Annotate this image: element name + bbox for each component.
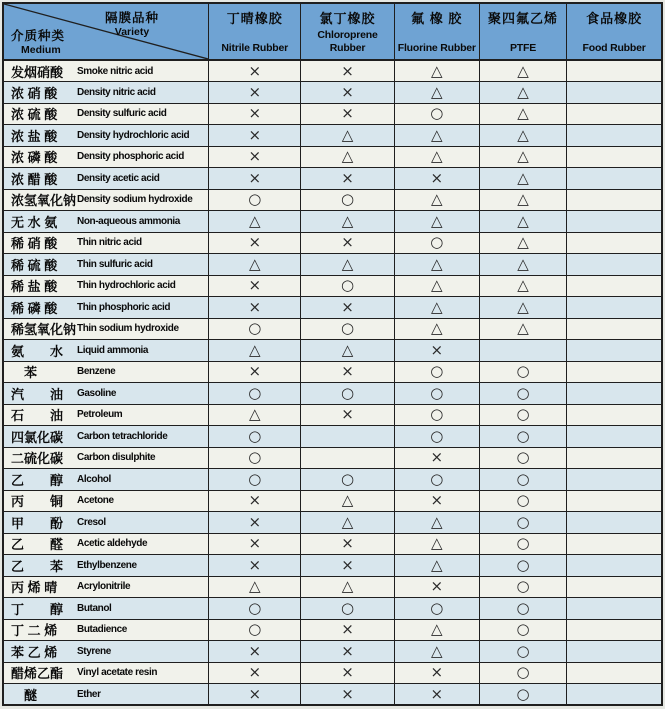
- rating-cell: △: [301, 512, 394, 534]
- rating-cell: △: [209, 254, 301, 276]
- rating-cell: ○: [209, 447, 301, 469]
- rating-cell: ○: [209, 469, 301, 491]
- medium-name-en: Non-aqueous ammonia: [77, 215, 180, 227]
- rating-cell: ×: [301, 619, 394, 641]
- rating-cell: ×: [209, 82, 301, 104]
- column-header-en: Nitrile Rubber: [221, 41, 289, 54]
- rating-cell: ○: [301, 598, 394, 620]
- rating-cell: ○: [479, 361, 566, 383]
- rating-cell: ○: [479, 576, 566, 598]
- column-header-en: PTFE: [510, 41, 537, 54]
- header-row: [3, 3, 662, 60]
- medium-name-en: Thin nitric acid: [77, 237, 142, 249]
- medium-label-cell: [3, 361, 209, 383]
- rating-cell: ×: [209, 555, 301, 577]
- medium-label-cell: [3, 383, 209, 405]
- medium-name-zh: 浓 硝 酸: [11, 85, 58, 101]
- rating-cell: △: [394, 297, 479, 319]
- rating-cell: ×: [301, 232, 394, 254]
- medium-name-en: Cresol: [77, 516, 106, 528]
- rating-cell: [567, 512, 662, 534]
- medium-label-cell: [3, 146, 209, 168]
- medium-name-zh: 丙 铜: [11, 494, 64, 510]
- rating-cell: [567, 254, 662, 276]
- rating-cell: ×: [209, 662, 301, 684]
- rating-cell: [479, 340, 566, 362]
- column-header-chloroprene: [301, 3, 394, 60]
- medium-name-zh: 乙 苯: [11, 558, 64, 574]
- medium-label-cell: [3, 512, 209, 534]
- table-row: [3, 168, 662, 190]
- rating-cell: ○: [301, 275, 394, 297]
- rating-cell: △: [301, 146, 394, 168]
- rating-cell: △: [479, 275, 566, 297]
- medium-name-en: Density hydrochloric acid: [77, 129, 190, 141]
- rating-cell: △: [479, 168, 566, 190]
- medium-name-en: Smoke nitric acid: [77, 65, 154, 77]
- rating-cell: ○: [209, 619, 301, 641]
- rating-cell: ×: [209, 275, 301, 297]
- rating-cell: ○: [479, 383, 566, 405]
- medium-name-zh: 浓 硫 酸: [11, 107, 58, 123]
- medium-name-en: Acetic aldehyde: [77, 538, 148, 550]
- rating-cell: ○: [209, 383, 301, 405]
- rating-cell: △: [479, 232, 566, 254]
- rating-cell: ×: [301, 684, 394, 706]
- rating-cell: △: [394, 254, 479, 276]
- rating-cell: △: [209, 576, 301, 598]
- rating-cell: ○: [479, 555, 566, 577]
- rating-cell: △: [301, 254, 394, 276]
- medium-name-zh: 乙 醇: [11, 472, 64, 488]
- medium-label-cell: [3, 598, 209, 620]
- rating-cell: ○: [479, 469, 566, 491]
- rating-cell: ×: [209, 641, 301, 663]
- rating-cell: ○: [479, 490, 566, 512]
- rating-cell: △: [301, 576, 394, 598]
- medium-label-cell: [3, 103, 209, 125]
- medium-name-en: Liquid ammonia: [77, 344, 149, 356]
- medium-name-en: Density sulfuric acid: [77, 108, 167, 120]
- rating-cell: [567, 60, 662, 82]
- rating-cell: ×: [209, 297, 301, 319]
- rubber-compatibility-table: [2, 2, 663, 706]
- rating-cell: [567, 426, 662, 448]
- medium-name-en: Ether: [77, 688, 101, 700]
- rating-cell: ○: [394, 103, 479, 125]
- column-header-food-rubber: [567, 3, 662, 60]
- rating-cell: ○: [394, 361, 479, 383]
- medium-name-zh: 醋烯乙酯: [11, 666, 64, 682]
- rating-cell: △: [394, 533, 479, 555]
- table-row: [3, 555, 662, 577]
- rating-cell: ○: [209, 426, 301, 448]
- rating-cell: ×: [301, 168, 394, 190]
- medium-name-en: Styrene: [77, 645, 111, 657]
- medium-name-zh: 苯: [11, 365, 38, 381]
- medium-name-en: Density sodium hydroxide: [77, 194, 193, 206]
- medium-label-cell: [3, 404, 209, 426]
- table-body: [3, 60, 662, 705]
- column-header-nitrile: [209, 3, 301, 60]
- rating-cell: ○: [479, 641, 566, 663]
- rating-cell: ×: [209, 533, 301, 555]
- rating-cell: ×: [301, 555, 394, 577]
- medium-name-zh: 稀 硝 酸: [11, 236, 58, 252]
- column-header-fluorine: [394, 3, 479, 60]
- rating-cell: △: [479, 297, 566, 319]
- rating-cell: △: [479, 146, 566, 168]
- rating-cell: ○: [394, 598, 479, 620]
- rating-cell: ×: [394, 490, 479, 512]
- medium-label-cell: [3, 340, 209, 362]
- medium-label-cell: [3, 533, 209, 555]
- rating-cell: ○: [301, 189, 394, 211]
- corner-header-cell: [3, 3, 209, 60]
- table-row: [3, 576, 662, 598]
- table-row: [3, 297, 662, 319]
- medium-name-zh: 发烟硝酸: [11, 64, 64, 80]
- medium-name-zh: 乙 醛: [11, 537, 64, 553]
- medium-name-en: Butanol: [77, 602, 112, 614]
- rating-cell: △: [394, 641, 479, 663]
- medium-name-zh: 稀 硫 酸: [11, 257, 58, 273]
- medium-name-en: Benzene: [77, 366, 116, 378]
- medium-name-zh: 稀氢氧化钠: [11, 322, 77, 338]
- rating-cell: ×: [301, 404, 394, 426]
- rating-cell: ○: [479, 404, 566, 426]
- rating-cell: [567, 189, 662, 211]
- rating-cell: ×: [394, 662, 479, 684]
- table-row: [3, 211, 662, 233]
- table-row: [3, 103, 662, 125]
- table-row: [3, 641, 662, 663]
- medium-label-cell: [3, 641, 209, 663]
- table-row: [3, 512, 662, 534]
- column-header-ptfe: [479, 3, 566, 60]
- medium-label-cell: [3, 576, 209, 598]
- rating-cell: △: [394, 189, 479, 211]
- rating-cell: [567, 168, 662, 190]
- rating-cell: △: [394, 211, 479, 233]
- rating-cell: △: [394, 82, 479, 104]
- rating-cell: ○: [479, 598, 566, 620]
- medium-name-zh: 丙 烯 晴: [11, 580, 58, 596]
- medium-name-zh: 四氯化碳: [11, 429, 64, 445]
- rating-cell: [567, 641, 662, 663]
- rating-cell: ×: [209, 684, 301, 706]
- medium-label-cell: [3, 318, 209, 340]
- rating-cell: ×: [209, 146, 301, 168]
- medium-zh: 介质种类: [11, 29, 66, 43]
- rating-cell: [567, 103, 662, 125]
- rating-cell: ×: [301, 533, 394, 555]
- medium-name-en: Acrylonitrile: [77, 581, 131, 593]
- column-header-zh: 食品橡胶: [586, 11, 643, 26]
- variety-en: Variety: [114, 26, 150, 38]
- column-header-zh: 丁晴橡胶: [226, 11, 283, 26]
- column-header-zh: 氟 橡 胶: [411, 11, 463, 26]
- table-row: [3, 490, 662, 512]
- rating-cell: [567, 275, 662, 297]
- medium-label-cell: [3, 189, 209, 211]
- medium-name-en: Density acetic acid: [77, 172, 160, 184]
- rating-cell: ×: [301, 82, 394, 104]
- medium-label-cell: [3, 297, 209, 319]
- rating-cell: △: [479, 82, 566, 104]
- rating-cell: [567, 361, 662, 383]
- table-row: [3, 189, 662, 211]
- rating-cell: ○: [209, 318, 301, 340]
- rating-cell: [567, 297, 662, 319]
- rating-cell: [567, 146, 662, 168]
- rating-cell: ○: [209, 189, 301, 211]
- rating-cell: ×: [301, 297, 394, 319]
- rating-cell: ×: [209, 232, 301, 254]
- rating-cell: △: [209, 340, 301, 362]
- rating-cell: △: [479, 254, 566, 276]
- rating-cell: ×: [209, 168, 301, 190]
- medium-name-zh: 醚: [11, 687, 38, 703]
- medium-name-zh: 稀 盐 酸: [11, 279, 58, 295]
- rating-cell: [567, 404, 662, 426]
- table-row: [3, 533, 662, 555]
- medium-label-cell: [3, 211, 209, 233]
- table-row: [3, 146, 662, 168]
- medium-en: Medium: [21, 44, 61, 56]
- rating-cell: ○: [479, 447, 566, 469]
- rating-cell: ○: [209, 598, 301, 620]
- medium-name-en: Petroleum: [77, 409, 123, 421]
- medium-name-en: Gasoline: [77, 387, 117, 399]
- rating-cell: [567, 533, 662, 555]
- medium-label-cell: [3, 619, 209, 641]
- rating-cell: ○: [394, 404, 479, 426]
- column-header-en: Food Rubber: [582, 41, 646, 54]
- medium-name-en: Density phosphoric acid: [77, 151, 184, 163]
- rating-cell: ×: [209, 512, 301, 534]
- corner-variety-label: [62, 8, 202, 38]
- rating-cell: [567, 340, 662, 362]
- rating-cell: △: [479, 60, 566, 82]
- rating-cell: ○: [479, 533, 566, 555]
- rating-cell: △: [479, 211, 566, 233]
- rating-cell: ○: [479, 426, 566, 448]
- medium-label-cell: [3, 426, 209, 448]
- rating-cell: ×: [394, 168, 479, 190]
- medium-name-en: Ethylbenzene: [77, 559, 137, 571]
- rating-cell: △: [301, 125, 394, 147]
- table-row: [3, 619, 662, 641]
- medium-name-en: Thin sodium hydroxide: [77, 323, 179, 335]
- rating-cell: ×: [301, 641, 394, 663]
- rating-cell: ×: [209, 103, 301, 125]
- rating-cell: ×: [394, 576, 479, 598]
- medium-label-cell: [3, 555, 209, 577]
- medium-label-cell: [3, 662, 209, 684]
- table-row: [3, 254, 662, 276]
- table-row: [3, 426, 662, 448]
- medium-name-zh: 浓 盐 酸: [11, 128, 58, 144]
- column-header-zh: 氯丁橡胶: [319, 11, 376, 26]
- table-row: [3, 361, 662, 383]
- rating-cell: △: [394, 275, 479, 297]
- medium-label-cell: [3, 275, 209, 297]
- rating-cell: ○: [394, 469, 479, 491]
- rating-cell: ×: [301, 60, 394, 82]
- rating-cell: △: [479, 189, 566, 211]
- table-row: [3, 383, 662, 405]
- medium-label-cell: [3, 684, 209, 706]
- table-row: [3, 404, 662, 426]
- rating-cell: ×: [209, 125, 301, 147]
- medium-name-en: Acetone: [77, 495, 114, 507]
- medium-name-zh: 汽 油: [11, 386, 64, 402]
- rating-cell: ×: [301, 103, 394, 125]
- corner-medium-label: [11, 26, 65, 56]
- table-row: [3, 318, 662, 340]
- medium-name-zh: 石 油: [11, 408, 64, 424]
- rating-cell: ×: [394, 447, 479, 469]
- rating-cell: △: [301, 211, 394, 233]
- rating-cell: △: [479, 103, 566, 125]
- medium-name-zh: 苯 乙 烯: [11, 644, 58, 660]
- medium-name-zh: 丁 二 烯: [11, 623, 58, 639]
- rating-cell: △: [394, 619, 479, 641]
- rating-cell: ×: [209, 490, 301, 512]
- table-row: [3, 125, 662, 147]
- rating-cell: ×: [301, 361, 394, 383]
- column-header-en: Fluorine Rubber: [397, 41, 476, 54]
- rating-cell: [567, 684, 662, 706]
- medium-name-en: Vinyl acetate resin: [77, 667, 158, 679]
- table-row: [3, 447, 662, 469]
- rating-cell: [567, 662, 662, 684]
- rating-cell: △: [479, 318, 566, 340]
- table-row: [3, 60, 662, 82]
- rating-cell: [567, 125, 662, 147]
- rating-cell: △: [394, 555, 479, 577]
- rating-cell: △: [394, 60, 479, 82]
- rating-cell: [567, 211, 662, 233]
- medium-name-zh: 二硫化碳: [11, 451, 64, 467]
- medium-label-cell: [3, 447, 209, 469]
- rating-cell: ○: [394, 232, 479, 254]
- rating-cell: ○: [301, 469, 394, 491]
- medium-label-cell: [3, 168, 209, 190]
- medium-label-cell: [3, 82, 209, 104]
- rating-cell: [567, 318, 662, 340]
- medium-name-zh: 浓 磷 酸: [11, 150, 58, 166]
- medium-name-zh: 浓氢氧化钠: [11, 193, 77, 209]
- rating-cell: ×: [301, 662, 394, 684]
- medium-name-en: Carbon tetrachloride: [77, 430, 168, 442]
- medium-name-en: Thin sulfuric acid: [77, 258, 153, 270]
- rating-cell: ○: [479, 619, 566, 641]
- column-header-en: Chloroprene Rubber: [317, 28, 378, 54]
- table-row: [3, 469, 662, 491]
- medium-name-en: Carbon disulphite: [77, 452, 156, 464]
- rating-cell: ○: [394, 426, 479, 448]
- rating-cell: ○: [301, 383, 394, 405]
- medium-name-zh: 丁 醇: [11, 601, 64, 617]
- medium-label-cell: [3, 254, 209, 276]
- rating-cell: ×: [394, 684, 479, 706]
- medium-label-cell: [3, 125, 209, 147]
- rating-cell: [567, 232, 662, 254]
- rating-cell: △: [209, 211, 301, 233]
- rating-cell: ×: [209, 60, 301, 82]
- table-row: [3, 340, 662, 362]
- rating-cell: [567, 383, 662, 405]
- medium-label-cell: [3, 232, 209, 254]
- medium-label-cell: [3, 469, 209, 491]
- rating-cell: ○: [301, 318, 394, 340]
- medium-name-en: Thin phosphoric acid: [77, 301, 171, 313]
- rating-cell: △: [301, 340, 394, 362]
- medium-name-en: Thin hydrochloric acid: [77, 280, 176, 292]
- rating-cell: ○: [479, 684, 566, 706]
- rating-cell: △: [209, 404, 301, 426]
- medium-label-cell: [3, 490, 209, 512]
- medium-name-en: Density nitric acid: [77, 86, 156, 98]
- rating-cell: △: [394, 512, 479, 534]
- medium-name-en: Alcohol: [77, 473, 111, 485]
- medium-name-zh: 无 水 氨: [11, 214, 58, 230]
- rating-cell: △: [394, 318, 479, 340]
- rating-cell: ×: [394, 340, 479, 362]
- rating-cell: △: [394, 146, 479, 168]
- table-row: [3, 598, 662, 620]
- rating-cell: ○: [394, 383, 479, 405]
- rating-cell: ×: [209, 361, 301, 383]
- table-row: [3, 275, 662, 297]
- medium-name-zh: 浓 醋 酸: [11, 171, 58, 187]
- table-row: [3, 684, 662, 706]
- rating-cell: △: [394, 125, 479, 147]
- rating-cell: [567, 82, 662, 104]
- medium-name-zh: 氨 水: [11, 343, 64, 359]
- rating-cell: [567, 576, 662, 598]
- medium-name-zh: 稀 磷 酸: [11, 300, 58, 316]
- table-row: [3, 232, 662, 254]
- variety-zh: 隔膜品种: [104, 11, 159, 25]
- rating-cell: [567, 490, 662, 512]
- rating-cell: [567, 598, 662, 620]
- medium-label-cell: [3, 60, 209, 82]
- medium-name-zh: 甲 酚: [11, 515, 64, 531]
- table-row: [3, 662, 662, 684]
- rating-cell: [301, 426, 394, 448]
- rating-cell: ○: [479, 512, 566, 534]
- rating-cell: △: [479, 125, 566, 147]
- rating-cell: [567, 619, 662, 641]
- rating-cell: [567, 447, 662, 469]
- rating-cell: [301, 447, 394, 469]
- rating-cell: ○: [479, 662, 566, 684]
- rating-cell: △: [301, 490, 394, 512]
- rating-cell: [567, 555, 662, 577]
- rating-cell: [567, 469, 662, 491]
- column-header-zh: 聚四氟乙烯: [488, 11, 559, 26]
- table-row: [3, 82, 662, 104]
- medium-name-en: Butadience: [77, 624, 127, 636]
